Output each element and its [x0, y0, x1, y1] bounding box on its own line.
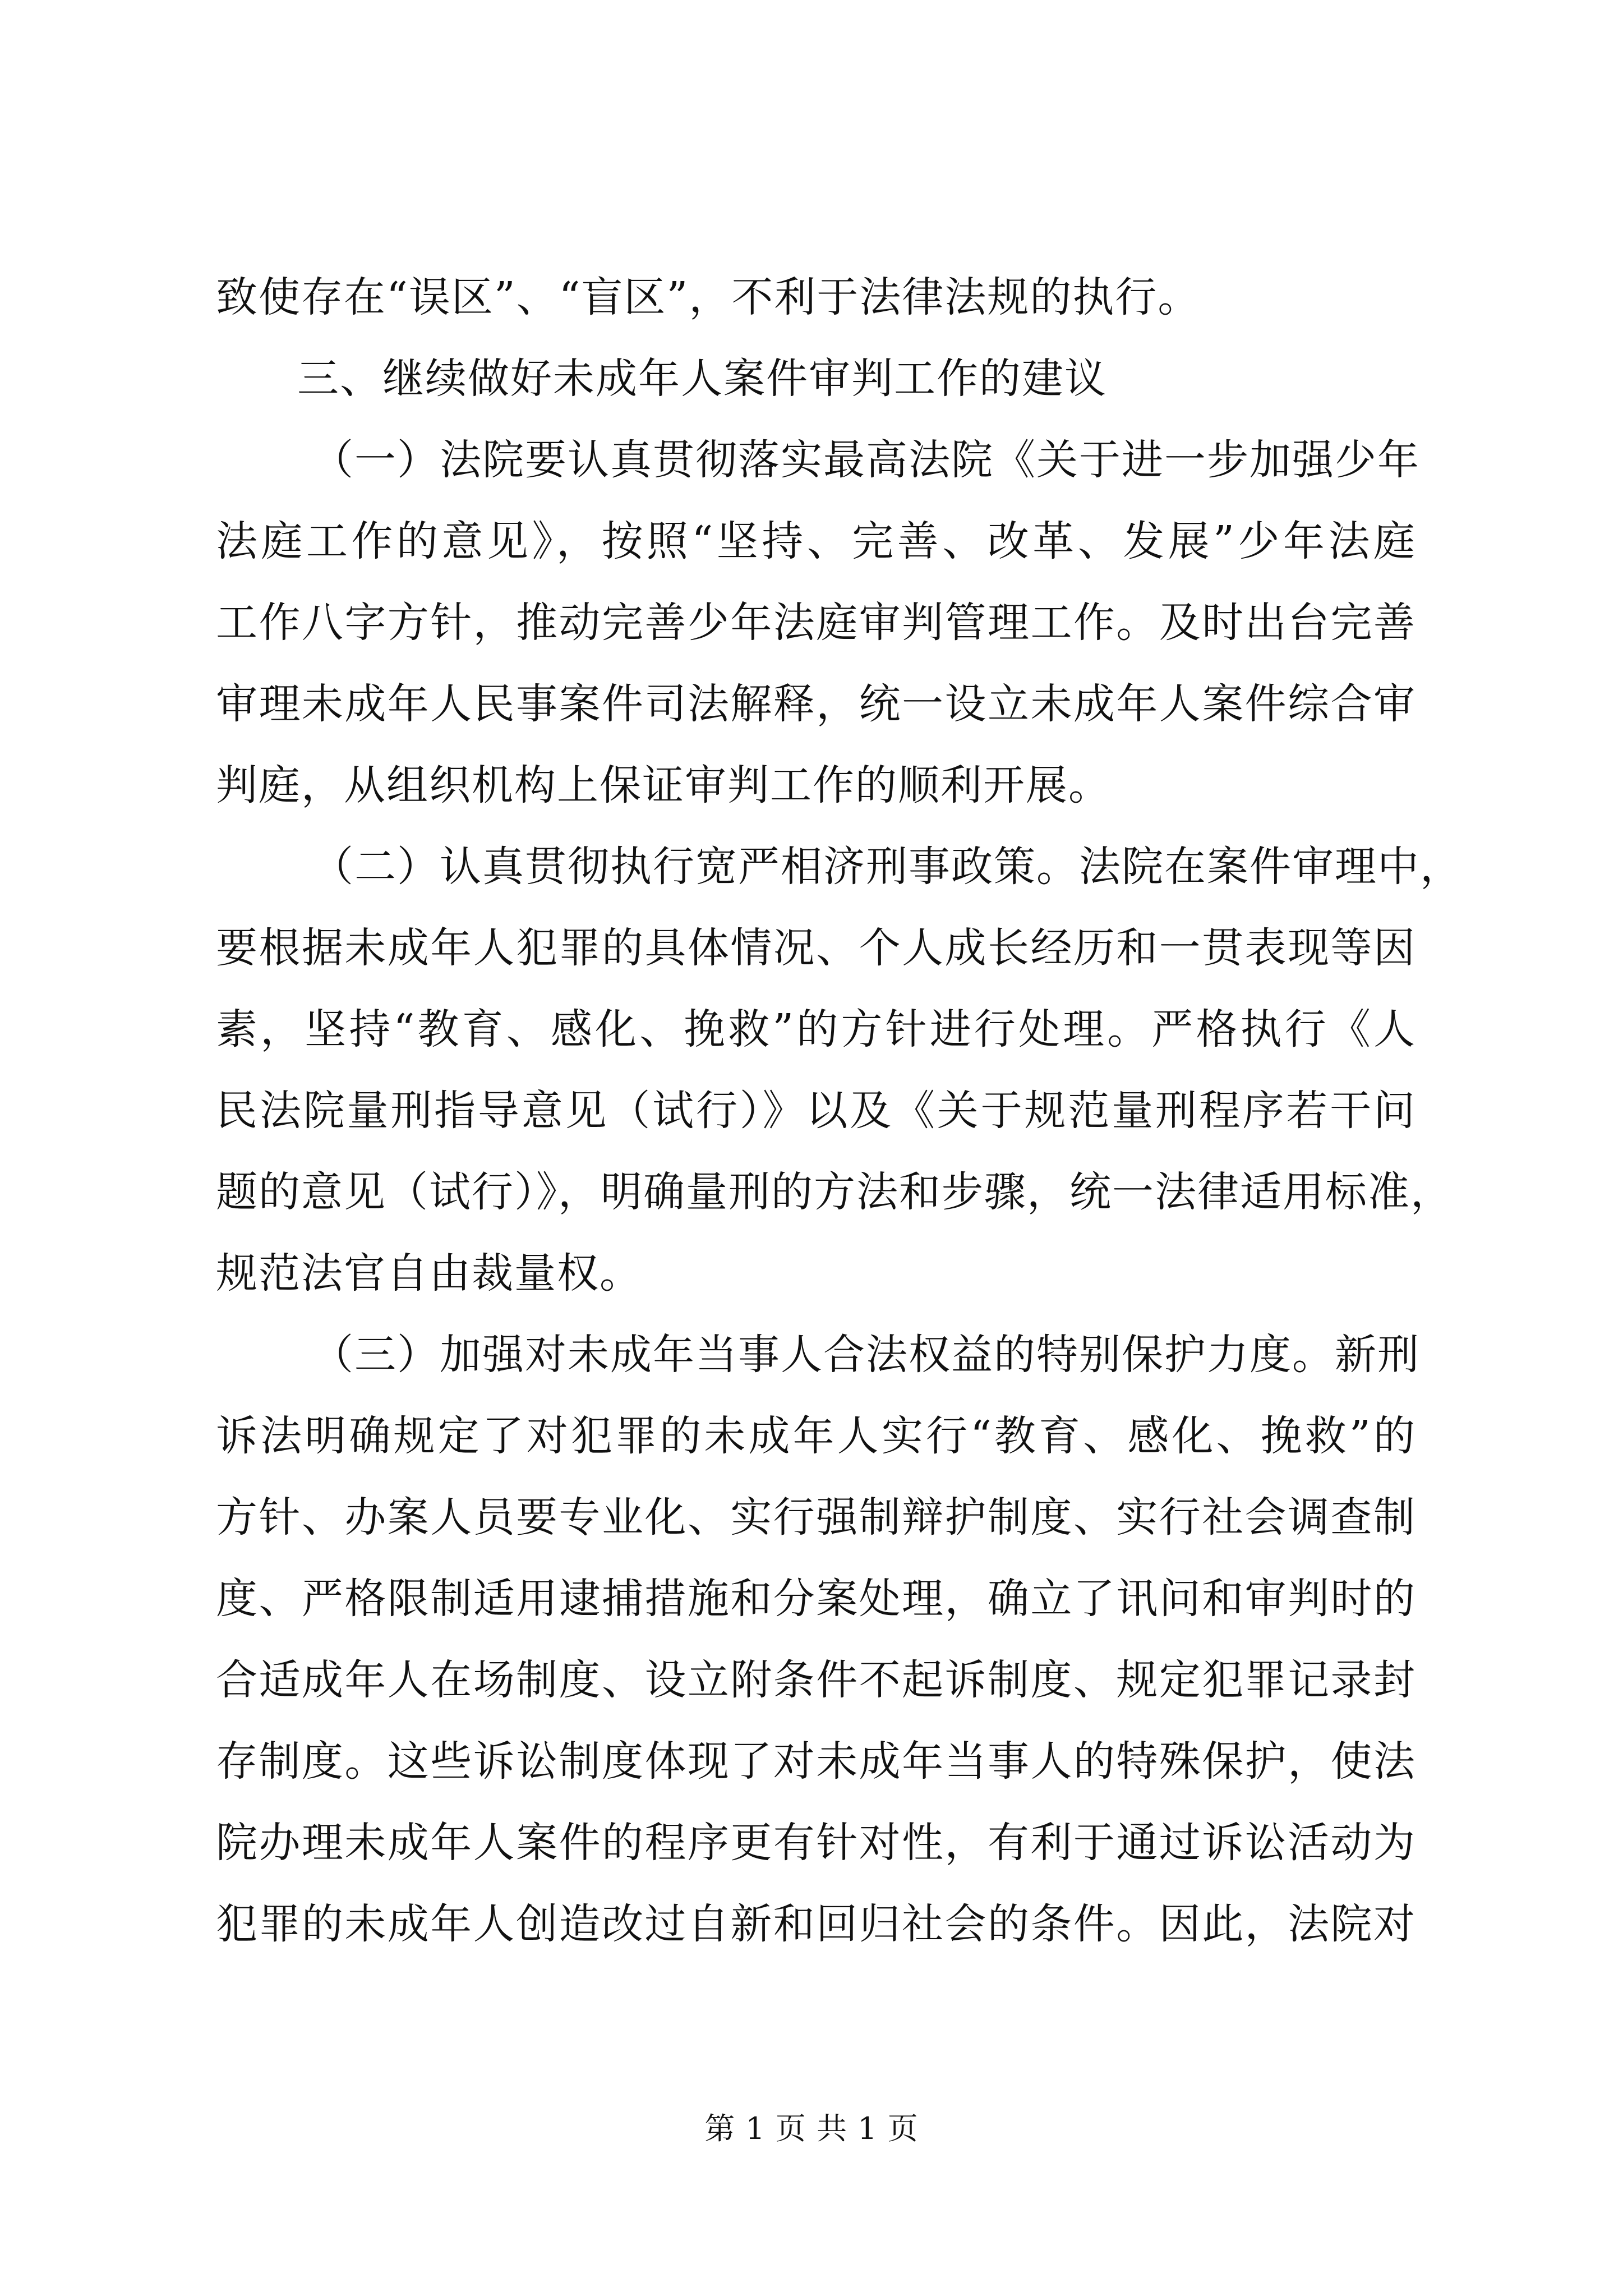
- text-line: 犯罪的未成年人创造改过自新和回归社会的条件。因此，法院对: [216, 1900, 1416, 1948]
- text-line: 工作八字方针，推动完善少年法庭审判管理工作。及时出台完善: [216, 599, 1416, 647]
- text-line: 题的意见（试行）》，明确量刑的方法和步骤，统一法律适用标准，: [216, 1168, 1453, 1216]
- text-line: 度、严格限制适用逮捕措施和分案处理，确立了讯问和审判时的: [216, 1575, 1416, 1623]
- text-line: 民法院量刑指导意见（试行）》以及《关于规范量刑程序若干问: [216, 1087, 1416, 1135]
- text-line: 素，坚持“教育、感化、挽救”的方针进行处理。严格执行《人: [216, 1005, 1416, 1053]
- text-line: 存制度。这些诉讼制度体现了对未成年当事人的特殊保护，使法: [216, 1737, 1416, 1786]
- text-line: 合适成年人在场制度、设立附条件不起诉制度、规定犯罪记录封: [216, 1656, 1416, 1704]
- text-line: 审理未成年人民事案件司法解释，统一设立未成年人案件综合审: [216, 680, 1416, 728]
- text-line: （一）法院要认真贯彻落实最高法院《关于进一步加强少年: [312, 436, 1420, 484]
- text-line: （二）认真贯彻执行宽严相济刑事政策。法院在案件审理中，: [312, 843, 1463, 891]
- page-number: 第 1 页 共 1 页: [704, 2111, 919, 2146]
- text-line: 判庭，从组织机构上保证审判工作的顺利开展。: [216, 761, 1111, 809]
- text-line: 规范法官自由裁量权。: [216, 1249, 642, 1297]
- text-line: 院办理未成年人案件的程序更有针对性，有利于通过诉讼活动为: [216, 1819, 1416, 1867]
- text-line: 法庭工作的意见》，按照“坚持、完善、改革、发展”少年法庭: [216, 517, 1416, 565]
- section-heading: 三、继续做好未成年人案件审判工作的建议: [297, 355, 1107, 403]
- text-line: （三）加强对未成年当事人合法权益的特别保护力度。新刑: [312, 1331, 1420, 1379]
- text-line: 致使存在“误区”、“盲区”，不利于法律法规的执行。: [216, 273, 1201, 321]
- text-line: 诉法明确规定了对犯罪的未成年人实行“教育、感化、挽救”的: [216, 1412, 1416, 1460]
- text-line: 方针、办案人员要专业化、实行强制辩护制度、实行社会调查制: [216, 1493, 1416, 1542]
- text-line: 要根据未成年人犯罪的具体情况、个人成长经历和一贯表现等因: [216, 924, 1416, 972]
